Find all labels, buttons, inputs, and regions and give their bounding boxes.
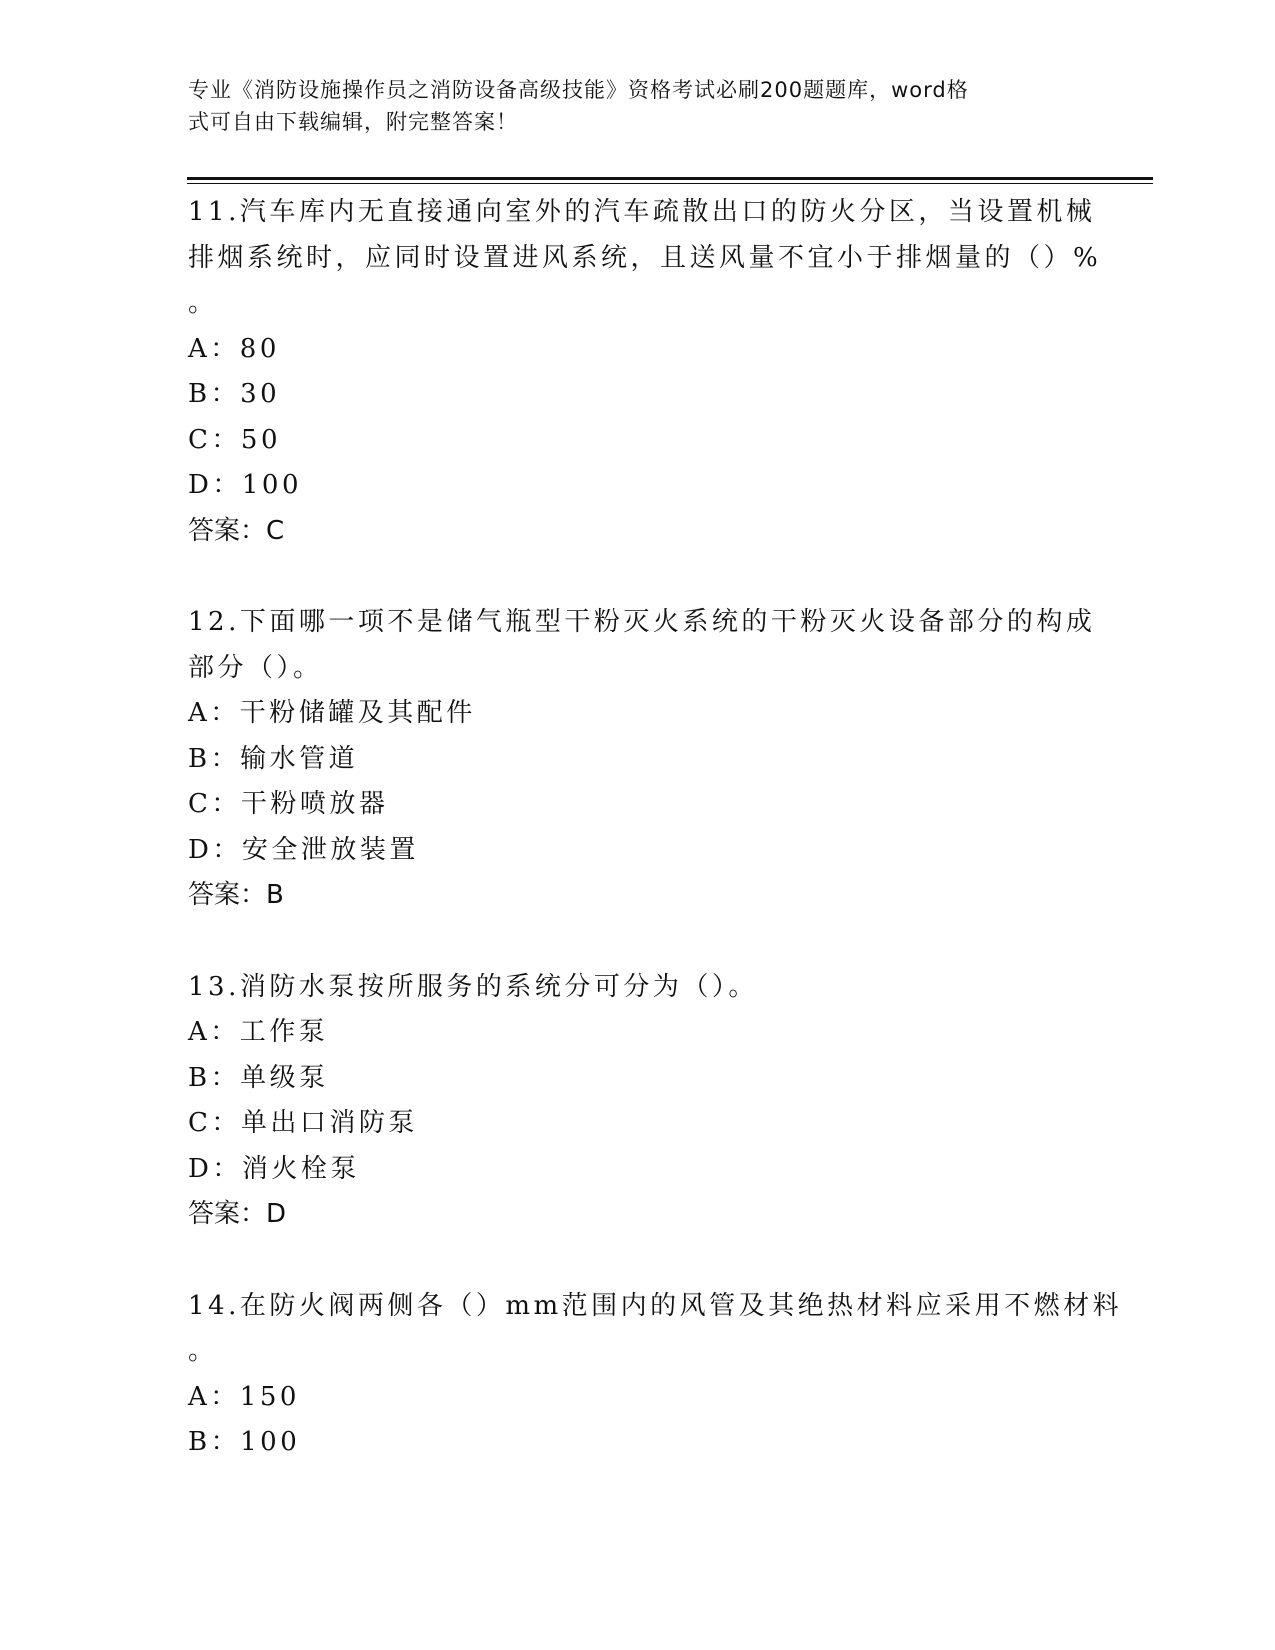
option-text: 100 <box>241 470 302 500</box>
answer-key: 答案：D <box>188 1199 287 1229</box>
option-text: 工作泵 <box>239 1017 329 1047</box>
question-text-line: 。 <box>188 1336 218 1366</box>
option-letter: C： <box>188 424 241 455</box>
question-list <box>188 190 1123 1466</box>
question-text <box>188 600 1096 691</box>
question-text-line: 13.消防水泵按所服务的系统分可分为（）。 <box>188 971 758 1002</box>
option-text: 单出口消防泵 <box>240 1108 418 1138</box>
answer-option <box>188 1010 1088 1056</box>
option-letter: A： <box>188 333 240 364</box>
option-text: 消火栓泵 <box>241 1153 360 1184</box>
question-block <box>188 965 1088 1284</box>
answer-key: 答案：B <box>188 880 284 910</box>
answer-option <box>188 327 1088 373</box>
option-text: 单级泵 <box>240 1062 329 1093</box>
option-text: 输水管道 <box>240 743 359 774</box>
question-text-line: 排烟系统时，应同时设置进风系统，且送风量不宜小于排烟量的（）% <box>188 242 1102 273</box>
answer-option <box>188 372 1088 418</box>
option-text: 干粉喷放器 <box>240 789 389 819</box>
answer-option <box>188 418 1088 464</box>
question-text-line: 。 <box>188 288 218 318</box>
option-letter: D： <box>188 1153 242 1184</box>
question-text-line: 部分（）。 <box>188 652 323 683</box>
answer-option <box>188 463 1088 509</box>
question-spacer <box>188 554 1088 600</box>
option-letter: A： <box>188 698 240 728</box>
question-text-line: 11.汽车库内无直接通向室外的汽车疏散出口的防火分区，当设置机械 <box>188 197 1096 227</box>
option-letter: A： <box>188 1381 240 1412</box>
header-divider-thick <box>187 177 1153 180</box>
answer-key: 答案：C <box>188 515 285 546</box>
question-spacer <box>188 1238 1088 1284</box>
option-letter: D： <box>188 834 242 865</box>
question-spacer <box>188 919 1088 965</box>
question-block <box>188 1284 1123 1466</box>
option-text: 30 <box>240 379 281 409</box>
option-text: 100 <box>240 1427 301 1457</box>
option-text: 150 <box>239 1381 300 1412</box>
answer-option <box>188 828 1088 874</box>
option-letter: A： <box>188 1017 240 1047</box>
option-text: 50 <box>240 424 281 455</box>
option-text: 干粉储罐及其配件 <box>239 698 476 728</box>
document-header <box>188 74 1068 138</box>
question-text <box>188 965 1088 1011</box>
header-divider-thin <box>187 183 1153 184</box>
header-line-2: 式可自由下载编辑，附完整答案！ <box>188 110 518 134</box>
answer-option <box>188 1101 1088 1147</box>
question-block <box>188 600 1096 965</box>
answer-option <box>188 1375 1088 1421</box>
answer-option <box>188 737 1088 783</box>
question-text <box>188 1284 1123 1375</box>
question-text-line: 14.在防火阀两侧各（）mm范围内的风管及其绝热材料应采用不燃材料 <box>188 1290 1123 1321</box>
header-line-1: 专业《消防设施操作员之消防设备高级技能》资格考试必刷200题题库，word格 <box>188 78 969 102</box>
answer-option <box>188 782 1088 828</box>
option-text: 安全泄放装置 <box>241 834 419 865</box>
option-text: 80 <box>239 333 280 364</box>
option-letter: D： <box>188 470 242 500</box>
answer-option <box>188 1056 1088 1102</box>
option-letter: C： <box>188 1108 241 1138</box>
option-letter: B： <box>188 1062 241 1093</box>
question-text-line: 12.下面哪一项不是储气瓶型干粉灭火系统的干粉灭火设备部分的构成 <box>188 607 1096 637</box>
question-block <box>188 190 1102 600</box>
question-text <box>188 190 1102 327</box>
answer-option <box>188 1420 1088 1466</box>
option-letter: B： <box>188 1427 241 1457</box>
option-letter: B： <box>188 743 241 774</box>
answer-option <box>188 691 1088 737</box>
option-letter: C： <box>188 789 241 819</box>
answer-option <box>188 1147 1088 1193</box>
option-letter: B： <box>188 379 241 409</box>
